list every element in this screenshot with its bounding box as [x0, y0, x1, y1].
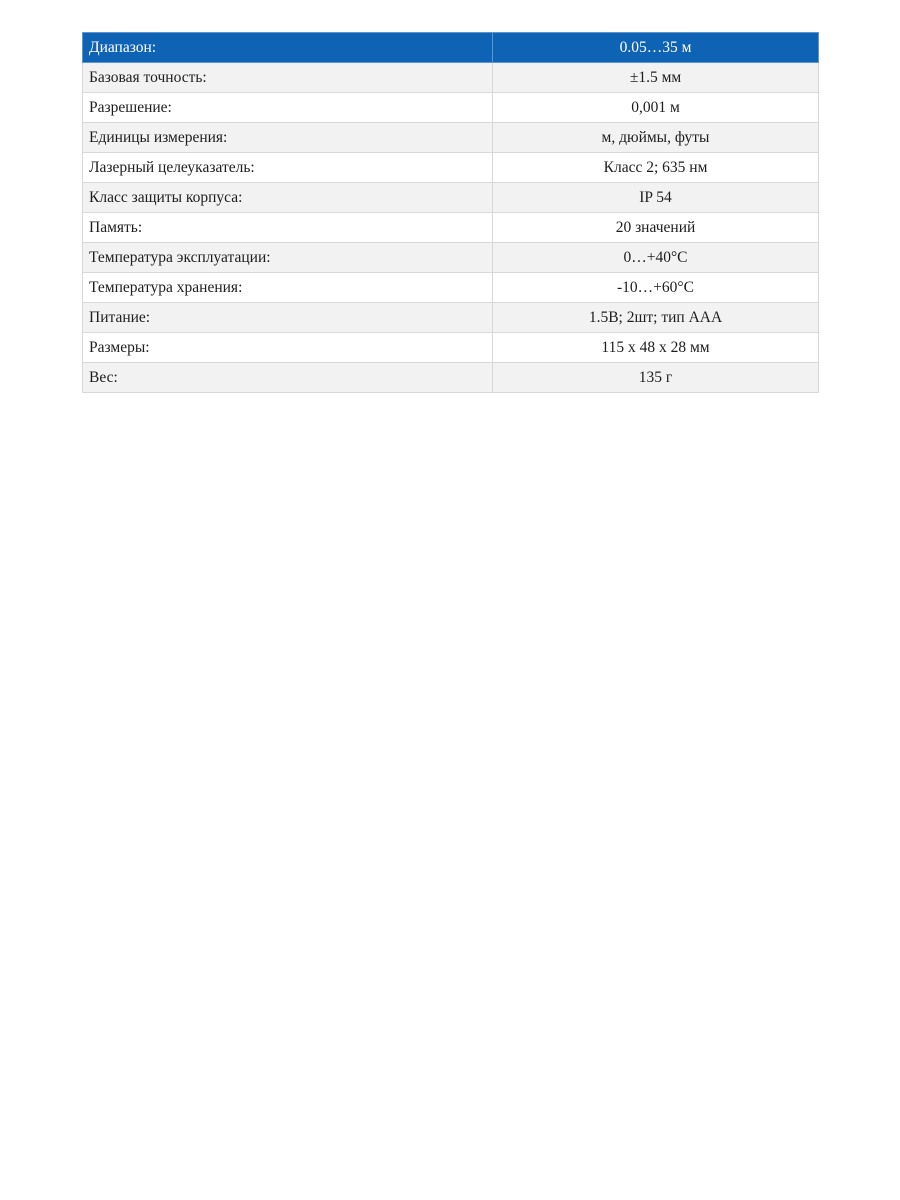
specifications-table-body	[83, 33, 819, 393]
spec-label: Питание:	[83, 303, 493, 333]
spec-value: 20 значений	[493, 213, 819, 243]
spec-label: Лазерный целеуказатель:	[83, 153, 493, 183]
spec-value: 1.5В; 2шт; тип AAA	[493, 303, 819, 333]
spec-value: 0…+40°C	[493, 243, 819, 273]
table-row	[83, 153, 819, 183]
table-row	[83, 243, 819, 273]
spec-label: Температура эксплуатации:	[83, 243, 493, 273]
spec-value: -10…+60°C	[493, 273, 819, 303]
table-row	[83, 363, 819, 393]
spec-value: 0,001 м	[493, 93, 819, 123]
spec-value: 135 г	[493, 363, 819, 393]
table-row	[83, 333, 819, 363]
table-row	[83, 213, 819, 243]
table-row	[83, 93, 819, 123]
table-header-row	[83, 33, 819, 63]
spec-label: Температура хранения:	[83, 273, 493, 303]
spec-label: Вес:	[83, 363, 493, 393]
table-row	[83, 273, 819, 303]
spec-label: Память:	[83, 213, 493, 243]
specifications-table	[82, 32, 819, 393]
spec-value-range: 0.05…35 м	[493, 33, 819, 63]
table-row	[83, 123, 819, 153]
spec-label: Единицы измерения:	[83, 123, 493, 153]
spec-value: IP 54	[493, 183, 819, 213]
spec-label-range: Диапазон:	[83, 33, 493, 63]
table-row	[83, 183, 819, 213]
spec-label: Размеры:	[83, 333, 493, 363]
table-row	[83, 63, 819, 93]
spec-value: ±1.5 мм	[493, 63, 819, 93]
spec-value: м, дюймы, футы	[493, 123, 819, 153]
spec-value: 115 x 48 x 28 мм	[493, 333, 819, 363]
table-row	[83, 303, 819, 333]
spec-label: Класс защиты корпуса:	[83, 183, 493, 213]
spec-value: Класс 2; 635 нм	[493, 153, 819, 183]
spec-label: Разрешение:	[83, 93, 493, 123]
spec-label: Базовая точность:	[83, 63, 493, 93]
